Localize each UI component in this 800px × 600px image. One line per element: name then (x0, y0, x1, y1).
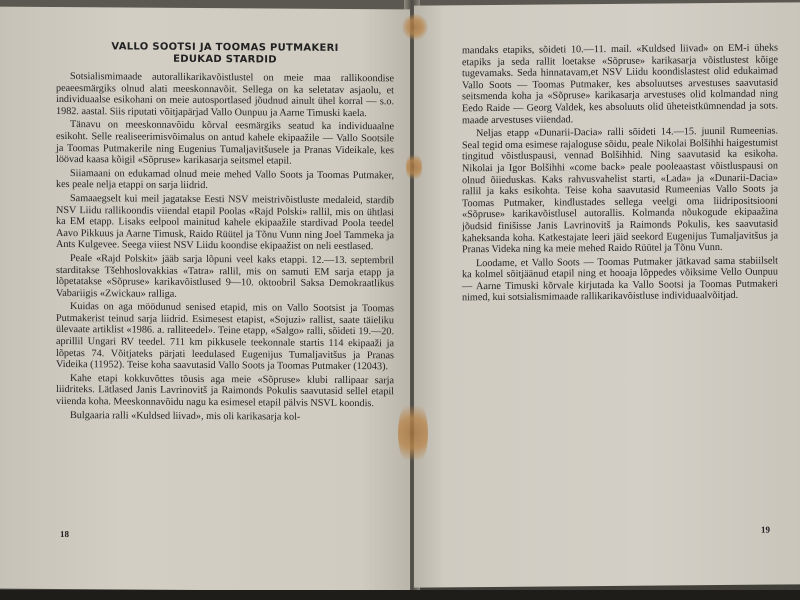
left-paragraph-3: Siiamaani on edukamad olnud meie mehed Vallo Soots ja Toomas Putmaker, kes peale nelja etappi on sarja liidrid. (56, 167, 394, 192)
stain-middle (406, 152, 422, 182)
article-title-line1: VALLO SOOTSI JA TOOMAS PUTMAKERI (111, 41, 339, 54)
article-title-line2: EDUKAD STARDID (173, 53, 277, 66)
right-paragraph-1: mandaks etapiks, sõideti 10.—11. mail. «Kuldsed liivad» on EM-i üheks etapiks ja seda rallit loetakse «Sõpruse» karikasarja võistlustest kõige tugevamaks. Seda hinnatavam,et NSV Liidu koondislastest olid edukaimad Vallo Soots — Toomas Putmaker, kes absoluutses arvestuses saavutasid seitsmenda koha ja «Sõpruse» karikasarja arvestuses olid kolmandad ning Eedo Raide — Georg Valdek, kes absoluuts olid üheteistkümnendad ja sots. maade arvestuses viiendad. (462, 42, 778, 126)
left-page (0, 7, 410, 592)
left-paragraph-5: Peale «Rajd Polskit» jääb sarja lõpuni veel kaks etappi. 12.—13. septembril starditakse Tšehhoslovakkias «Tatra» rallil, mis on samuti EM sarja etapp ja lõpetatakse «Sõpruse» karikavõistlused 9—10. oktoobril Saksa Demokraatlikus Vabariigis «Zwickau» ralliga. (56, 252, 394, 300)
page-number-left: 18 (60, 528, 69, 540)
stain-lower (398, 398, 428, 468)
left-paragraph-1: Sotsialismimaade autorallikarikavõistlustel on meie maa rallikoondise peaeesmärgiks olnud alati meeskonnavõit. Sellega on ka seletatav asjaolu, et individuaalse esikohani on meie autosportlased jõudnud ainult ühel korral — s.o. 1982. aastal. Siis riputati võitjapärjad Vallo Ounpuu ja Aarne Timuski kaela. (56, 71, 394, 119)
right-paragraph-3: Loodame, et Vallo Soots — Toomas Putmaker jätkavad sama stabiilselt ka kolmel sõitjäänud etapil ning et hooaja lõppedes võiksime Vello Ounpuu — Aarne Timuski kõrvale kirjutada ka Vallo Sootsi ja Toomas Putmakeri nimed, kui sotsialismimaade rallikarikavõistluse individuaalvõitjad. (462, 255, 778, 304)
left-paragraph-8: Bulgaaria ralli «Kuldsed liivad», mis oli karikasarja kol- (70, 409, 301, 423)
right-paragraph-2: Neljas etapp «Dunarii-Dacia» ralli sõideti 14.—15. juunil Rumeenias. Seal tegid oma esimese rajaloguse sõidu, peale Nikolai Bolšihhi haigestumist tingitud võistluspausi, vennad Bolšihhid. Ning saavutasid ka esikoha. Nikolai ja Igor Bolšihhi «come back» peale pooleaastast võistluspausi on olnud õiieduskas. Kaks rahvusvahelist starti, «Lada» ja «Dunarii-Dacia» rallil ja kaks esikohta. Teise koha saavutasid Rumeenias Vallo Soots ja Toomas Putmaker, kindlustades sellega veelgi oma liidripositsiooni «Sõpruse» karikavõistlusel autorallis. Kolmanda nõukogude ekipaažina jõudsid finišisse Janis Lavrinovitš ja Raimonds Pokulis, kes saavutasid kaheksanda koha. Katkestajate leeri jäid seekord Eugenijus Tumaljavitšus ja Pranas Videka ning ka meie mehed Raido Rüütel ja Tõnu Vunn. (462, 125, 778, 256)
right-page (414, 2, 800, 587)
table-edge (0, 590, 800, 600)
left-paragraph-7: Kahe etapi kokkuvõttes tõusis aga meie «Sõpruse» klubi rallipaar sarja liidriteks. Lätlased Janis Lavrinovitš ja Raimonds Pokulis saavutasid sellel etapil viienda koha. Meeskonnavõidu nagu ka esimesel etapil pälvis NSVL koondis. (56, 372, 394, 410)
left-paragraph-4: Samaaegselt kui meil jagatakse Eesti NSV meistrivõistluste medaleid, stardib NSV Liidu rallikoondis viiendal etapil Poolas «Rajd Polski» rallil, mis on ühtlasi ka EM etapp. Lisaks eelpool mainitud kahele ekipaažile stardivad Poola teedel Aavo Pikkuus ja Aarne Timusk, Raido Rüütel ja Tõnu Vunn ning Joel Tammeka ja Ants Kulgevee. Seega viiest NSV Liidu koondise ekipaažist on neli eestlased. (56, 192, 394, 253)
stain-top (402, 14, 428, 40)
page-number-right: 19 (761, 524, 770, 535)
left-paragraph-6: Kuidas on aga möödunud senised etapid, mis on Vallo Sootsist ja Toomas Putmakerist teinud sarja liidrid. Esimesest etapist, «Sojuzi» rallist, saate täieliku ülevaate artiklist «1986. a. ralliteedel». Teine etapp, «Salgo» ralli, sõideti 19.—20. aprillil Ungari RV teedel. 711 km pikkusele teekonnale startis 114 ekipaaži ja lõpetas 74. Võitjateks pärjati leedulased Eugenijus Tumaljavitšus ja Pranas Videika (11952). Teise koha saavutasid Vallo Soots ja Toomas Putmaker (12043). (56, 301, 394, 373)
article-title (56, 41, 394, 67)
left-paragraph-2: Tänavu on meeskonnavõidu kõrval eesmärgiks seatud ka individuaalne esikoht. Selle realiseerimisvõimalus on antud kahele ekipaažile — Vallo Sootsile ja Toomas Putmakerile ning Eugenius Tumaljavitšusele ja Pranas Videikale, kes löövad kaasa kõigil «Sõpruse» karikasarja seitsmel etapil. (56, 119, 394, 167)
